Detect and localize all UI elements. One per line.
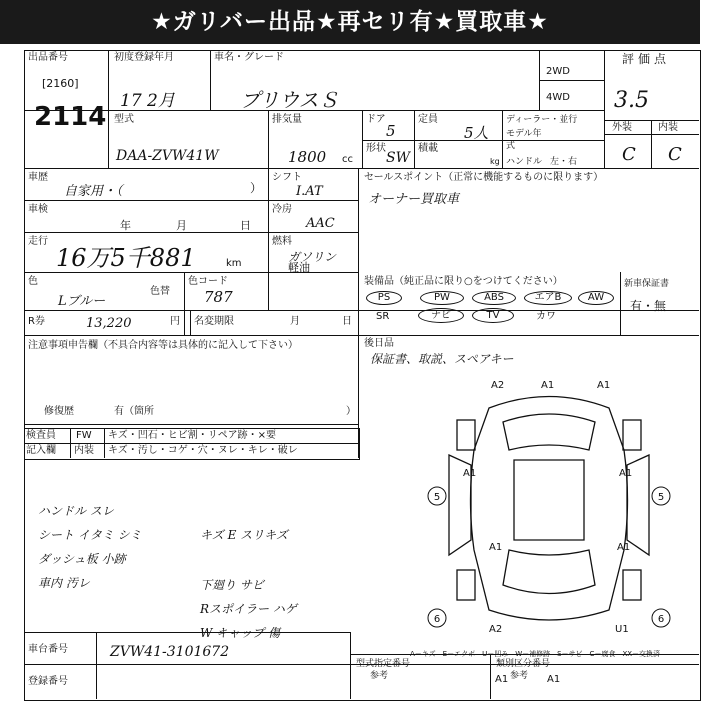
displacement-value: 1800 bbox=[288, 148, 327, 166]
displacement-unit: cc bbox=[342, 154, 353, 165]
mileage-value: 16万5千881 bbox=[56, 244, 196, 272]
exterior-grade: C bbox=[622, 144, 636, 165]
header-banner: ★ガリバー出品★再セリ有★買取車★ bbox=[0, 0, 700, 44]
usage-label: 車歴 bbox=[28, 172, 48, 183]
inspector-row2: キズ・汚し・コゲ・穴・ヌレ・キレ・破レ bbox=[108, 445, 298, 456]
diagram-mark-u1: U1 bbox=[615, 624, 629, 635]
fuel-opt: 軽油 bbox=[288, 261, 310, 274]
shape-label: 形状 bbox=[366, 143, 386, 154]
equip-pw: PW bbox=[420, 291, 464, 305]
registration-label: 登録番号 bbox=[28, 676, 68, 687]
color-value: Lブルー bbox=[58, 294, 106, 309]
note-entry-label: 記入欄 bbox=[26, 445, 56, 456]
remark-right-1: キズ E スリキズ bbox=[200, 528, 288, 542]
tire-circle-fl: 5 bbox=[433, 492, 441, 503]
type-spec-ref: 参考 bbox=[370, 671, 389, 681]
drive-4wd: 4WD bbox=[546, 92, 570, 103]
interior-label: 内装 bbox=[658, 122, 678, 133]
mei-day: 日 bbox=[342, 316, 352, 327]
type-spec-label: 型式指定番号 bbox=[356, 659, 411, 669]
fuel-label: 燃料 bbox=[272, 236, 292, 247]
diagram-mark-a1-rear-left: A1 bbox=[495, 674, 509, 685]
displacement-label: 排気量 bbox=[272, 114, 302, 125]
exterior-label: 外装 bbox=[612, 122, 632, 133]
repair-label: 修復歴 bbox=[44, 406, 74, 417]
diagram-mark-a1-front-right: A1 bbox=[597, 380, 611, 391]
repair-value: 有（箇所 bbox=[114, 406, 154, 417]
diagram-mark-a1-right: A1 bbox=[617, 542, 631, 553]
score-label: 評価点 bbox=[622, 52, 671, 66]
after-value: 保証書、取説、スペアキー bbox=[370, 352, 514, 366]
equip-leather: カワ bbox=[536, 311, 556, 322]
diagram-mark-a1-left: A1 bbox=[489, 542, 503, 553]
model-year-label: モデル年式 bbox=[506, 129, 542, 151]
lot-label: 出品番号 bbox=[28, 52, 68, 63]
tire-circle-fr: 5 bbox=[657, 492, 665, 503]
drive-2wd: 2WD bbox=[546, 66, 570, 77]
interior-grade: C bbox=[668, 144, 682, 165]
repair-close: ） bbox=[346, 406, 356, 417]
mei-month: 月 bbox=[290, 316, 300, 327]
diagram-mark-a1-rear: A1 bbox=[547, 674, 561, 685]
dealer-label: ディーラー・並行 bbox=[506, 115, 578, 125]
capacity-value: 5人 bbox=[464, 124, 489, 142]
recycle-label: R券 bbox=[28, 316, 45, 327]
diagram-legend: A－キズ E－エクボ U－凹み W－補修跡 S－サビ C－腐食 XX－交換済 bbox=[410, 650, 661, 658]
equip-aw: AW bbox=[578, 291, 614, 305]
score-value: 3.5 bbox=[614, 88, 649, 113]
equip-sr: SR bbox=[376, 311, 390, 322]
inspection-year: 年 bbox=[120, 219, 131, 232]
inspector-fw: FW bbox=[76, 430, 92, 441]
car-name-value: プリウスＳ bbox=[240, 88, 339, 112]
warranty-label: 新車保証書 bbox=[624, 279, 670, 289]
equip-airbag: エアB bbox=[524, 291, 572, 305]
color-label: 色 bbox=[28, 276, 38, 287]
remark-right-4: W キャップ 傷 bbox=[200, 626, 280, 640]
diagram-mark-a1-left-front: A1 bbox=[463, 468, 477, 479]
mileage-unit: km bbox=[226, 258, 242, 269]
equipment-label: 装備品（純正品に限り○をつけてください） bbox=[364, 276, 563, 287]
lot-number: 2114 bbox=[34, 102, 107, 132]
handle-label: ハンドル bbox=[506, 157, 543, 167]
fuel-value: ガソリン bbox=[288, 250, 337, 264]
usage-value: 自家用・（ bbox=[64, 184, 123, 199]
tire-circle-rr: 6 bbox=[657, 614, 665, 625]
auction-sheet bbox=[24, 50, 700, 700]
capacity-label: 定員 bbox=[418, 114, 438, 125]
recycle-value: 13,220 bbox=[86, 316, 132, 331]
remark-4: 車内 汚レ bbox=[38, 576, 90, 590]
chassis-label: 車台番号 bbox=[28, 644, 68, 655]
remark-1: ハンドル スレ bbox=[38, 504, 114, 518]
aircon-label: 冷房 bbox=[272, 204, 292, 215]
shift-label: シフト bbox=[272, 172, 302, 183]
load-label: 積載 bbox=[418, 143, 438, 154]
remark-2: シート イタミ シミ bbox=[38, 528, 142, 542]
model-value: DAA-ZVW41W bbox=[116, 148, 219, 164]
inspector-label: 検査員 bbox=[26, 430, 56, 441]
aircon-value: AAC bbox=[306, 216, 335, 231]
load-unit: kg bbox=[490, 157, 500, 166]
color-change-label: 色替 bbox=[150, 286, 170, 297]
warranty-value: 有・無 bbox=[630, 299, 667, 313]
diagram-mark-a1-right-front: A1 bbox=[619, 468, 633, 479]
color-code: 787 bbox=[204, 288, 233, 306]
sales-point-value: オーナー買取車 bbox=[368, 192, 460, 207]
car-name-label: 車名・グレード bbox=[214, 52, 284, 63]
diagram-mark-a1-front: A1 bbox=[541, 380, 555, 391]
notes-label: 注意事項申告欄（不具合内容等は具体的に記入して下さい） bbox=[28, 340, 298, 351]
chassis-value: ZVW41-3101672 bbox=[110, 644, 230, 660]
shape-value: SW bbox=[386, 150, 410, 166]
first-reg-value: 17 2月 bbox=[120, 91, 175, 111]
diagram-mark-a2-rear: A2 bbox=[489, 624, 503, 635]
class-code-label: 類別区分番号 bbox=[496, 659, 551, 669]
lot-sub-number: [2160] bbox=[42, 77, 79, 90]
doors-value: 5 bbox=[386, 122, 396, 140]
recycle-unit: 円 bbox=[170, 316, 180, 327]
doors-label: ドア bbox=[366, 114, 386, 125]
inspector-nai: 内装 bbox=[74, 445, 94, 456]
inspection-day: 日 bbox=[240, 219, 251, 232]
equip-navi: ナビ bbox=[418, 308, 464, 323]
inspector-row1: キズ・凹石・ヒビ割・リペア跡・×要 bbox=[108, 430, 276, 441]
usage-close: ） bbox=[250, 181, 263, 195]
shift-value: I.AT bbox=[296, 184, 323, 199]
after-label: 後日品 bbox=[364, 338, 394, 349]
diagram-mark-a2-front: A2 bbox=[491, 380, 505, 391]
remark-3: ダッシュ板 小跡 bbox=[38, 552, 126, 566]
handle-options: 左・右 bbox=[550, 157, 578, 167]
equip-ps: PS bbox=[366, 291, 402, 305]
equip-tv: TV bbox=[472, 308, 514, 323]
inspection-month: 月 bbox=[176, 219, 187, 232]
mei-label: 名変期限 bbox=[194, 316, 234, 327]
remark-right-2: 下廻り サビ bbox=[200, 578, 264, 592]
inspection-label: 車検 bbox=[28, 204, 48, 215]
first-reg-label: 初度登録年月 bbox=[114, 52, 174, 63]
remark-right-3: Rスポイラー ハゲ bbox=[200, 602, 297, 616]
model-label: 型式 bbox=[114, 114, 134, 125]
color-code-label: 色コード bbox=[188, 276, 228, 287]
tire-circle-rl: 6 bbox=[433, 614, 441, 625]
class-code-ref: 参考 bbox=[510, 671, 529, 681]
mileage-label: 走行 bbox=[28, 236, 48, 247]
sales-point-label: セールスポイント（正常に機能するものに限ります） bbox=[364, 172, 604, 183]
equip-abs: ABS bbox=[472, 291, 516, 305]
